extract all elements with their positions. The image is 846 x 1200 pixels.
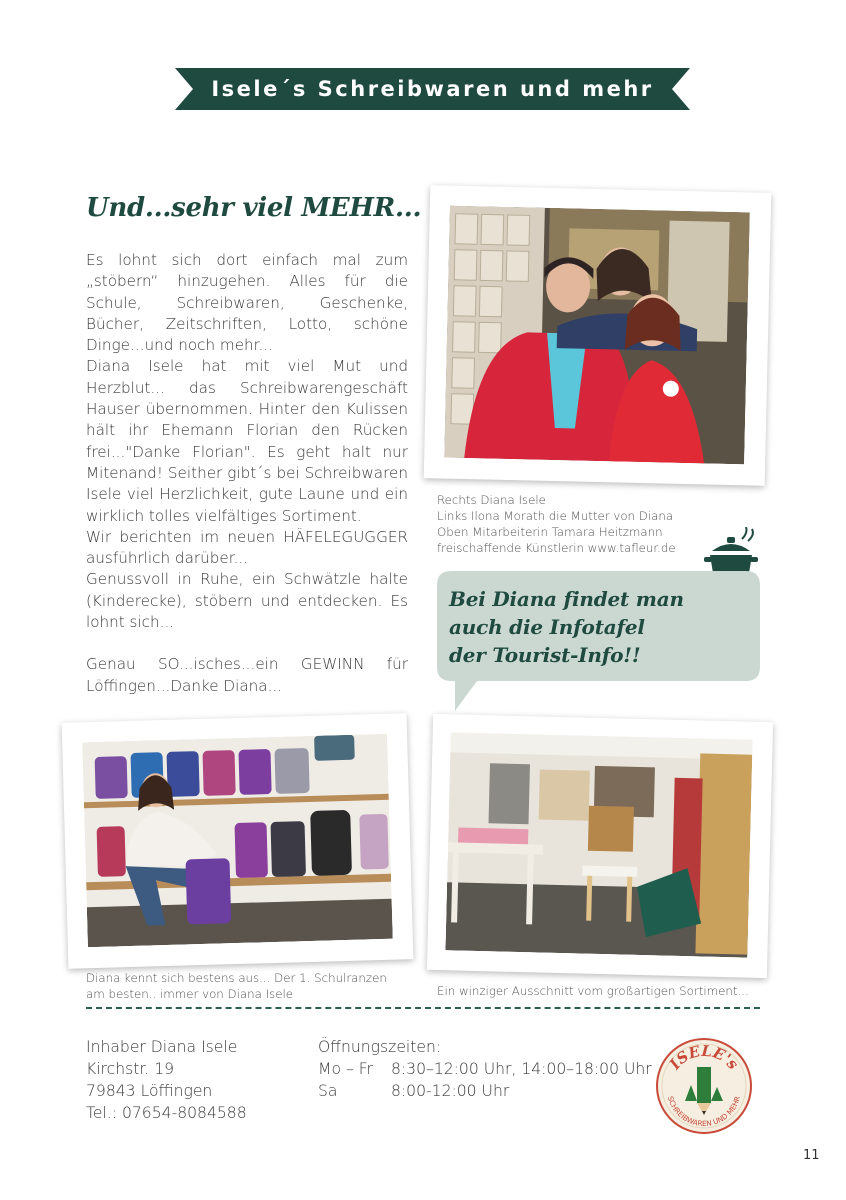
caption-line: Oben Mitarbeiterin Tamara Heitzmann [437, 525, 663, 539]
svg-text:ISELE's: ISELE's [665, 1041, 743, 1073]
city: 79843 Löffingen [86, 1082, 213, 1100]
owner-name: Inhaber Diana Isele [86, 1038, 238, 1056]
bubble-text [449, 585, 684, 669]
section-divider [86, 1007, 760, 1009]
photo-frame-interior [427, 714, 773, 978]
title-banner [175, 68, 690, 110]
schoolbags-photo-caption [86, 970, 416, 1002]
hours-title: Öffnungszeiten: [318, 1038, 442, 1056]
page-number: 11 [803, 1148, 820, 1163]
shop-address [86, 1036, 247, 1124]
paragraph: Genau SO...isches...ein GEWINN für Löffingen...Danke Diana... [86, 655, 408, 695]
caption-line: freischaffende Künstlerin www.tafleur.de [437, 541, 676, 555]
paragraph-gap [86, 633, 408, 654]
team-photo-caption [437, 492, 737, 556]
svg-text:SCHREIBWAREN UND MEHR: SCHREIBWAREN UND MEHR [665, 1095, 743, 1129]
hours-time: 8:30–12:00 Uhr, 14:00–18:00 Uhr [391, 1060, 652, 1078]
paragraph: Wir berichten im neuen HÄFELEGUGGER ausführlich darüber... [86, 527, 408, 568]
hours-row [318, 1080, 652, 1102]
article-body [86, 250, 408, 697]
photo-frame-schoolbags [62, 713, 414, 969]
photo-frame-team [424, 185, 772, 486]
paragraph: Genussvoll in Ruhe, ein Schwätzle halte (Kinderecke), stöbern und entdecken. Es lohnt sich... [86, 570, 408, 632]
hours-row [318, 1058, 652, 1080]
phone-number: Tel.: 07654-8084588 [86, 1104, 247, 1122]
paragraph: Diana Isele hat mit viel Mut und Herzblut... das Schreibwarengeschäft Hauser übernommen. Hinter den Kulissen hält ihr Ehemann Florian den Rücken frei..."Danke Florian". Es geht halt nur Mitenand! Seither gibt´s bei Schreibwaren Isele viel Herzlichkeit, gute Laune und ein wirklich tolles vielfältiges Sortiment. [86, 357, 408, 525]
schoolbags-photo [82, 734, 393, 947]
bubble-line: auch die Infotafel [449, 615, 645, 639]
banner-title: Isele´s Schreibwaren und mehr [211, 77, 654, 101]
hours-day: Sa [318, 1082, 338, 1100]
hours-day: Mo – Fr [318, 1060, 373, 1078]
caption-line: Diana kennt sich bestens aus... Der 1. Schulranzen [86, 971, 387, 985]
interior-photo-caption: Ein winziger Ausschnitt vom großartigen Sortiment... [437, 984, 749, 998]
street: Kirchstr. 19 [86, 1060, 175, 1078]
bubble-line: der Tourist-Info!! [449, 643, 641, 667]
hours-time: 8:00-12:00 Uhr [391, 1082, 510, 1100]
bubble-line: Bei Diana findet man [449, 587, 684, 611]
info-speech-bubble [437, 571, 760, 681]
caption-line: Rechts Diana Isele [437, 493, 546, 507]
headline: Und...sehr viel MEHR... [86, 193, 422, 223]
isele-logo [655, 1037, 753, 1135]
caption-line: am besten.. immer von Diana Isele [86, 987, 293, 1001]
opening-hours [318, 1036, 652, 1102]
caption-line: Links Ilona Morath die Mutter von Diana [437, 509, 674, 523]
paragraph: Es lohnt sich dort einfach mal zum „stöbern“ hinzugehen. Alles für die Schule, Schreibwaren, Geschenke, Bücher, Zeitschriften, Lotto, schöne Dinge...und noch mehr... [86, 251, 408, 355]
shop-interior-photo [445, 732, 752, 957]
team-photo [444, 206, 750, 465]
